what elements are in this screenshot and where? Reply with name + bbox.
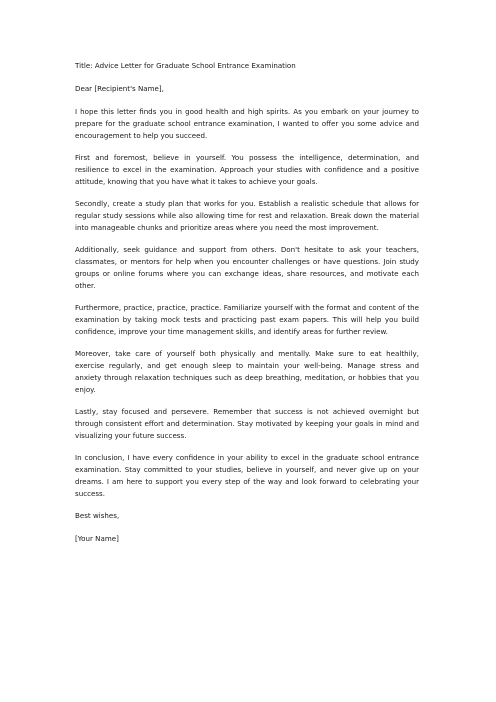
paragraph-intro: I hope this letter finds you in good health and high spirits. As you embark on your journey to prepare for the graduate school entrance examination, I wanted to offer you some advice and encouragement to help you succeed. bbox=[75, 107, 419, 140]
salutation: Dear [Recipient's Name], bbox=[75, 84, 164, 93]
paragraph-persevere: Lastly, stay focused and persevere. Remember that success is not achieved overnight but through consistent effort and determination. Stay motivated by keeping your goals in mind and visualizing your future success. bbox=[75, 407, 419, 440]
paragraph-study-plan: Secondly, create a study plan that works for you. Establish a realistic schedule that allows for regular study sessions while also allowing time for rest and relaxation. Break down the material into manageable chunks and prioritize areas where you need the most improvement. bbox=[75, 199, 419, 232]
signature: [Your Name] bbox=[75, 534, 119, 543]
letter-body bbox=[75, 60, 419, 556]
paragraph-believe: First and foremost, believe in yourself. You possess the intelligence, determination, and resilience to excel in the examination. Approach your studies with confidence and a positive attitude, knowing that you have what it takes to achieve your goals. bbox=[75, 153, 419, 186]
closing: Best wishes, bbox=[75, 511, 120, 520]
paragraph-practice: Furthermore, practice, practice, practice. Familiarize yourself with the format and content of the examination by taking mock tests and practicing past exam papers. This will help you build confidence, improve your time management skills, and identify areas for further review. bbox=[75, 303, 419, 336]
paragraph-conclusion: In conclusion, I have every confidence in your ability to excel in the graduate school entrance examination. Stay committed to your studies, believe in yourself, and never give up on your dreams. I am here to support you every step of the way and look forward to celebrating your success. bbox=[75, 453, 419, 498]
letter-title: Title: Advice Letter for Graduate School Entrance Examination bbox=[75, 61, 296, 70]
paragraph-guidance: Additionally, seek guidance and support from others. Don't hesitate to ask your teachers, classmates, or mentors for help when you encounter challenges or have questions. Join study groups or online forums where you can exchange ideas, share resources, and motivate each other. bbox=[75, 245, 419, 290]
paragraph-self-care: Moreover, take care of yourself both physically and mentally. Make sure to eat healthily, exercise regularly, and get enough sleep to maintain your well-being. Manage stress and anxiety through relaxation techniques such as deep breathing, meditation, or hobbies that you enjoy. bbox=[75, 349, 419, 394]
